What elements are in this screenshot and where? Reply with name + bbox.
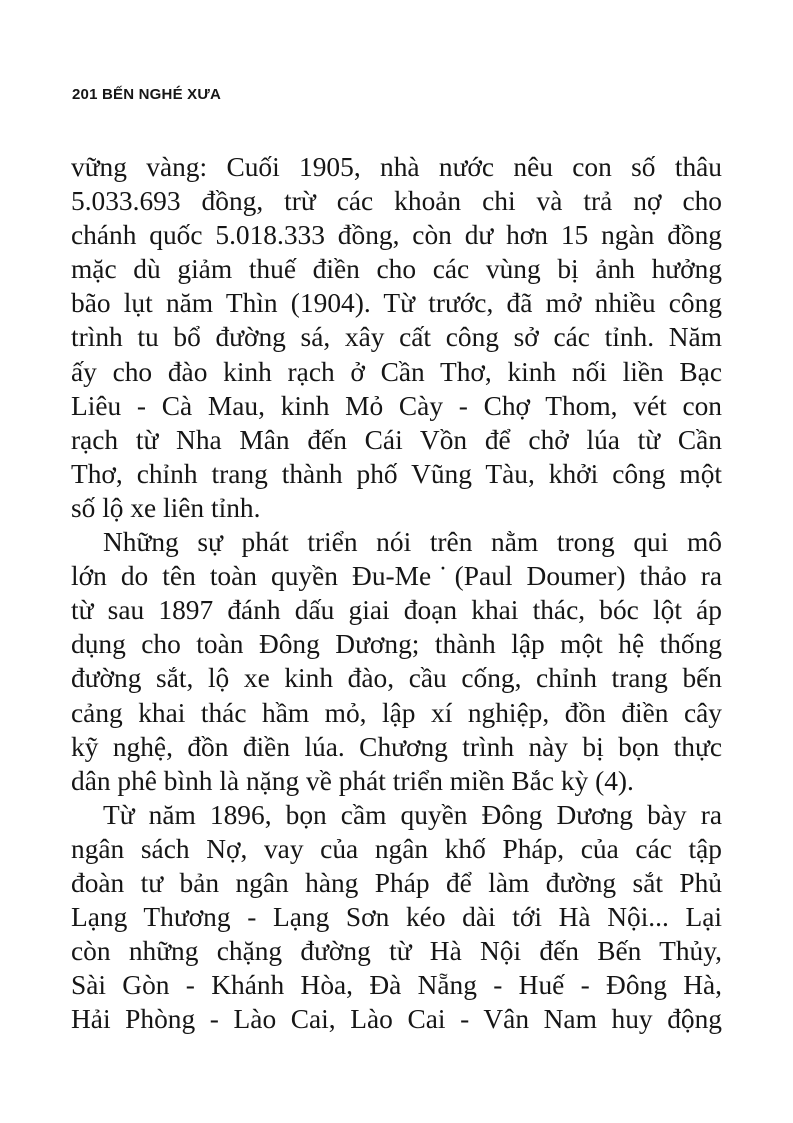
text-line: mặc dù giảm thuế điền cho các vùng bị ảnh hưởng bbox=[71, 254, 722, 285]
text-line: 5.033.693 đồng, trừ các khoản chi và trả nợ cho bbox=[71, 186, 722, 217]
text-line: bão lụt năm Thìn (1904). Từ trước, đã mở nhiều công bbox=[71, 288, 722, 319]
text-line: đường sắt, lộ xe kinh đào, cầu cống, chỉnh trang bến bbox=[71, 663, 722, 694]
text-line: từ sau 1897 đánh dấu giai đoạn khai thác, bóc lột áp bbox=[71, 595, 722, 626]
text-line: còn những chặng đường từ Hà Nội đến Bến Thủy, bbox=[71, 936, 722, 967]
text-line: dụng cho toàn Đông Dương; thành lập một hệ thống bbox=[71, 629, 722, 660]
text-line: ngân sách Nợ, vay của ngân khố Pháp, của các tập bbox=[71, 833, 722, 864]
body-text bbox=[71, 150, 722, 1036]
text-line: Lạng Thương - Lạng Sơn kéo dài tới Hà Nội... Lại bbox=[71, 902, 722, 933]
text-line: đoàn tư bản ngân hàng Pháp để làm đường sắt Phủ bbox=[71, 867, 722, 898]
text-line: rạch từ Nha Mân đến Cái Vồn để chở lúa từ Cần bbox=[71, 424, 722, 455]
text-line: Hải Phòng - Lào Cai, Lào Cai - Vân Nam huy động bbox=[71, 1004, 722, 1035]
text-line: Liêu - Cà Mau, kinh Mỏ Cày - Chợ Thom, vét con bbox=[71, 390, 722, 421]
text-line: lớn do tên toàn quyền Đu-Me˙(Paul Doumer) thảo ra bbox=[71, 561, 722, 592]
text-line: dân phê bình là nặng về phát triển miền Bắc kỳ (4). bbox=[71, 765, 634, 796]
text-line: kỹ nghệ, đồn điền lúa. Chương trình này bị bọn thực bbox=[71, 731, 722, 762]
text-line: cảng khai thác hầm mỏ, lập xí nghiệp, đồn điền cây bbox=[71, 697, 722, 728]
running-head: 201 BẾN NGHÉ XƯA bbox=[72, 86, 222, 103]
text-line: ấy cho đào kinh rạch ở Cần Thơ, kinh nối liền Bạc bbox=[71, 356, 722, 387]
text-line: Sài Gòn - Khánh Hòa, Đà Nẵng - Huế - Đông Hà, bbox=[71, 970, 722, 1001]
text-line: số lộ xe liên tỉnh. bbox=[71, 492, 261, 523]
text-line: Từ năm 1896, bọn cầm quyền Đông Dương bày ra bbox=[103, 799, 722, 830]
text-line: Thơ, chỉnh trang thành phố Vũng Tàu, khởi công một bbox=[71, 458, 722, 489]
text-line: Những sự phát triển nói trên nằm trong qui mô bbox=[103, 527, 722, 558]
text-line: chánh quốc 5.018.333 đồng, còn dư hơn 15 ngàn đồng bbox=[71, 220, 722, 251]
text-line: trình tu bổ đường sá, xây cất công sở các tỉnh. Năm bbox=[71, 322, 722, 353]
text-line: vững vàng: Cuối 1905, nhà nước nêu con số thâu bbox=[71, 152, 722, 182]
